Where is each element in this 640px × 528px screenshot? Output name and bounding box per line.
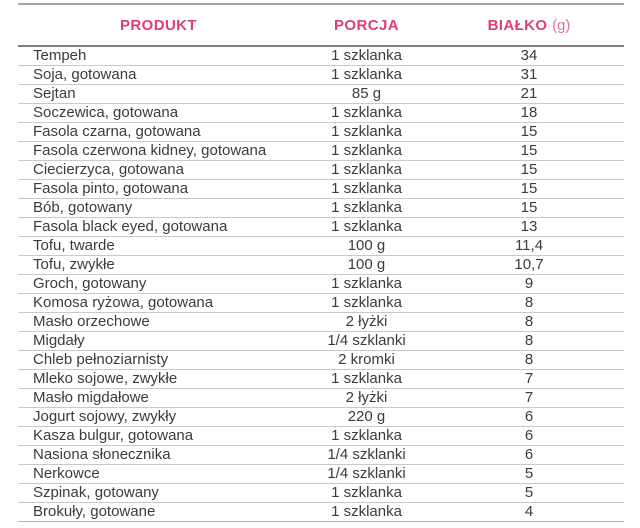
table-row <box>18 66 624 85</box>
header-portion: PORCJA <box>334 16 399 34</box>
table-row <box>18 237 624 256</box>
protein-cell: 15 <box>520 123 538 140</box>
portion-cell: 1 szklanka <box>331 503 402 520</box>
portion-cell: 1 szklanka <box>331 427 402 444</box>
protein-cell: 34 <box>520 47 538 64</box>
protein-cell: 5 <box>524 484 534 501</box>
product-cell: Szpinak, gotowany <box>33 484 159 501</box>
portion-cell: 1 szklanka <box>331 104 402 121</box>
product-cell: Brokuły, gotowane <box>33 503 156 520</box>
protein-cell: 8 <box>524 351 534 368</box>
protein-cell: 7 <box>524 389 534 406</box>
table-row <box>18 427 624 446</box>
portion-cell: 1 szklanka <box>331 294 402 311</box>
product-cell: Masło migdałowe <box>33 389 149 406</box>
portion-cell: 1 szklanka <box>331 484 402 501</box>
table-row <box>18 275 624 294</box>
product-cell: Migdały <box>33 332 85 349</box>
protein-cell: 8 <box>524 313 534 330</box>
product-cell: Jogurt sojowy, zwykły <box>33 408 177 425</box>
product-cell: Kasza bulgur, gotowana <box>33 427 194 444</box>
product-cell: Nerkowce <box>33 465 100 482</box>
product-cell: Fasola czarna, gotowana <box>33 123 201 140</box>
product-cell: Ciecierzyca, gotowana <box>33 161 184 178</box>
table-row <box>18 294 624 313</box>
table-row <box>18 199 624 218</box>
portion-cell: 1 szklanka <box>331 47 402 64</box>
portion-cell: 85 g <box>351 85 382 102</box>
header-protein-unit: (g) <box>552 16 571 34</box>
table-row <box>18 332 624 351</box>
portion-cell: 1 szklanka <box>331 370 402 387</box>
portion-cell: 1 szklanka <box>331 218 402 235</box>
product-cell: Fasola czerwona kidney, gotowana <box>33 142 267 159</box>
portion-cell: 2 łyżki <box>345 389 388 406</box>
product-cell: Fasola black eyed, gotowana <box>33 218 228 235</box>
protein-cell: 8 <box>524 332 534 349</box>
table-body <box>18 47 624 522</box>
table-row <box>18 484 624 503</box>
portion-cell: 1 szklanka <box>331 66 402 83</box>
portion-cell: 1 szklanka <box>331 275 402 292</box>
portion-cell: 1 szklanka <box>331 142 402 159</box>
protein-cell: 13 <box>520 218 538 235</box>
table-row <box>18 389 624 408</box>
product-cell: Masło orzechowe <box>33 313 150 330</box>
portion-cell: 100 g <box>347 237 386 254</box>
protein-cell: 5 <box>524 465 534 482</box>
portion-cell: 220 g <box>347 408 386 425</box>
header-protein-label: BIAŁKO <box>487 16 548 34</box>
table-row <box>18 218 624 237</box>
table-row <box>18 370 624 389</box>
product-cell: Tofu, twarde <box>33 237 115 254</box>
portion-cell: 2 kromki <box>338 351 395 368</box>
product-cell: Tempeh <box>33 47 87 64</box>
table-row <box>18 180 624 199</box>
table-row <box>18 123 624 142</box>
protein-cell: 4 <box>524 503 534 520</box>
protein-cell: 11,4 <box>514 237 544 254</box>
table-row <box>18 351 624 370</box>
protein-cell: 8 <box>524 294 534 311</box>
product-cell: Fasola pinto, gotowana <box>33 180 189 197</box>
protein-cell: 18 <box>520 104 538 121</box>
protein-cell: 31 <box>520 66 538 83</box>
protein-cell: 21 <box>520 85 538 102</box>
table-row <box>18 161 624 180</box>
table-row <box>18 85 624 104</box>
table-header-row <box>18 5 624 47</box>
table-row <box>18 408 624 427</box>
protein-cell: 15 <box>520 161 538 178</box>
table-row <box>18 503 624 522</box>
table-row <box>18 313 624 332</box>
product-cell: Komosa ryżowa, gotowana <box>33 294 214 311</box>
product-cell: Soczewica, gotowana <box>33 104 179 121</box>
portion-cell: 100 g <box>347 256 386 273</box>
table-row <box>18 465 624 484</box>
table-row <box>18 47 624 66</box>
protein-cell: 6 <box>524 427 534 444</box>
portion-cell: 1/4 szklanki <box>327 332 406 349</box>
product-cell: Bób, gotowany <box>33 199 133 216</box>
product-cell: Soja, gotowana <box>33 66 137 83</box>
product-cell: Chleb pełnoziarnisty <box>33 351 169 368</box>
portion-cell: 1/4 szklanki <box>327 465 406 482</box>
portion-cell: 1 szklanka <box>331 161 402 178</box>
header-protein <box>434 17 624 34</box>
product-cell: Nasiona słonecznika <box>33 446 171 463</box>
protein-cell: 15 <box>520 142 538 159</box>
portion-cell: 1 szklanka <box>331 199 402 216</box>
protein-table <box>18 3 624 522</box>
product-cell: Sejtan <box>33 85 76 102</box>
protein-cell: 15 <box>520 180 538 197</box>
protein-cell: 6 <box>524 446 534 463</box>
protein-cell: 6 <box>524 408 534 425</box>
table-row <box>18 142 624 161</box>
table-row <box>18 256 624 275</box>
header-product: PRODUKT <box>120 16 197 34</box>
product-cell: Tofu, zwykłe <box>33 256 115 273</box>
portion-cell: 1 szklanka <box>331 180 402 197</box>
protein-cell: 10,7 <box>514 256 544 273</box>
portion-cell: 1 szklanka <box>331 123 402 140</box>
portion-cell: 2 łyżki <box>345 313 388 330</box>
protein-cell: 15 <box>520 199 538 216</box>
product-cell: Groch, gotowany <box>33 275 147 292</box>
portion-cell: 1/4 szklanki <box>327 446 406 463</box>
product-cell: Mleko sojowe, zwykłe <box>33 370 178 387</box>
protein-cell: 9 <box>524 275 534 292</box>
table-row <box>18 104 624 123</box>
table-row <box>18 446 624 465</box>
protein-cell: 7 <box>524 370 534 387</box>
